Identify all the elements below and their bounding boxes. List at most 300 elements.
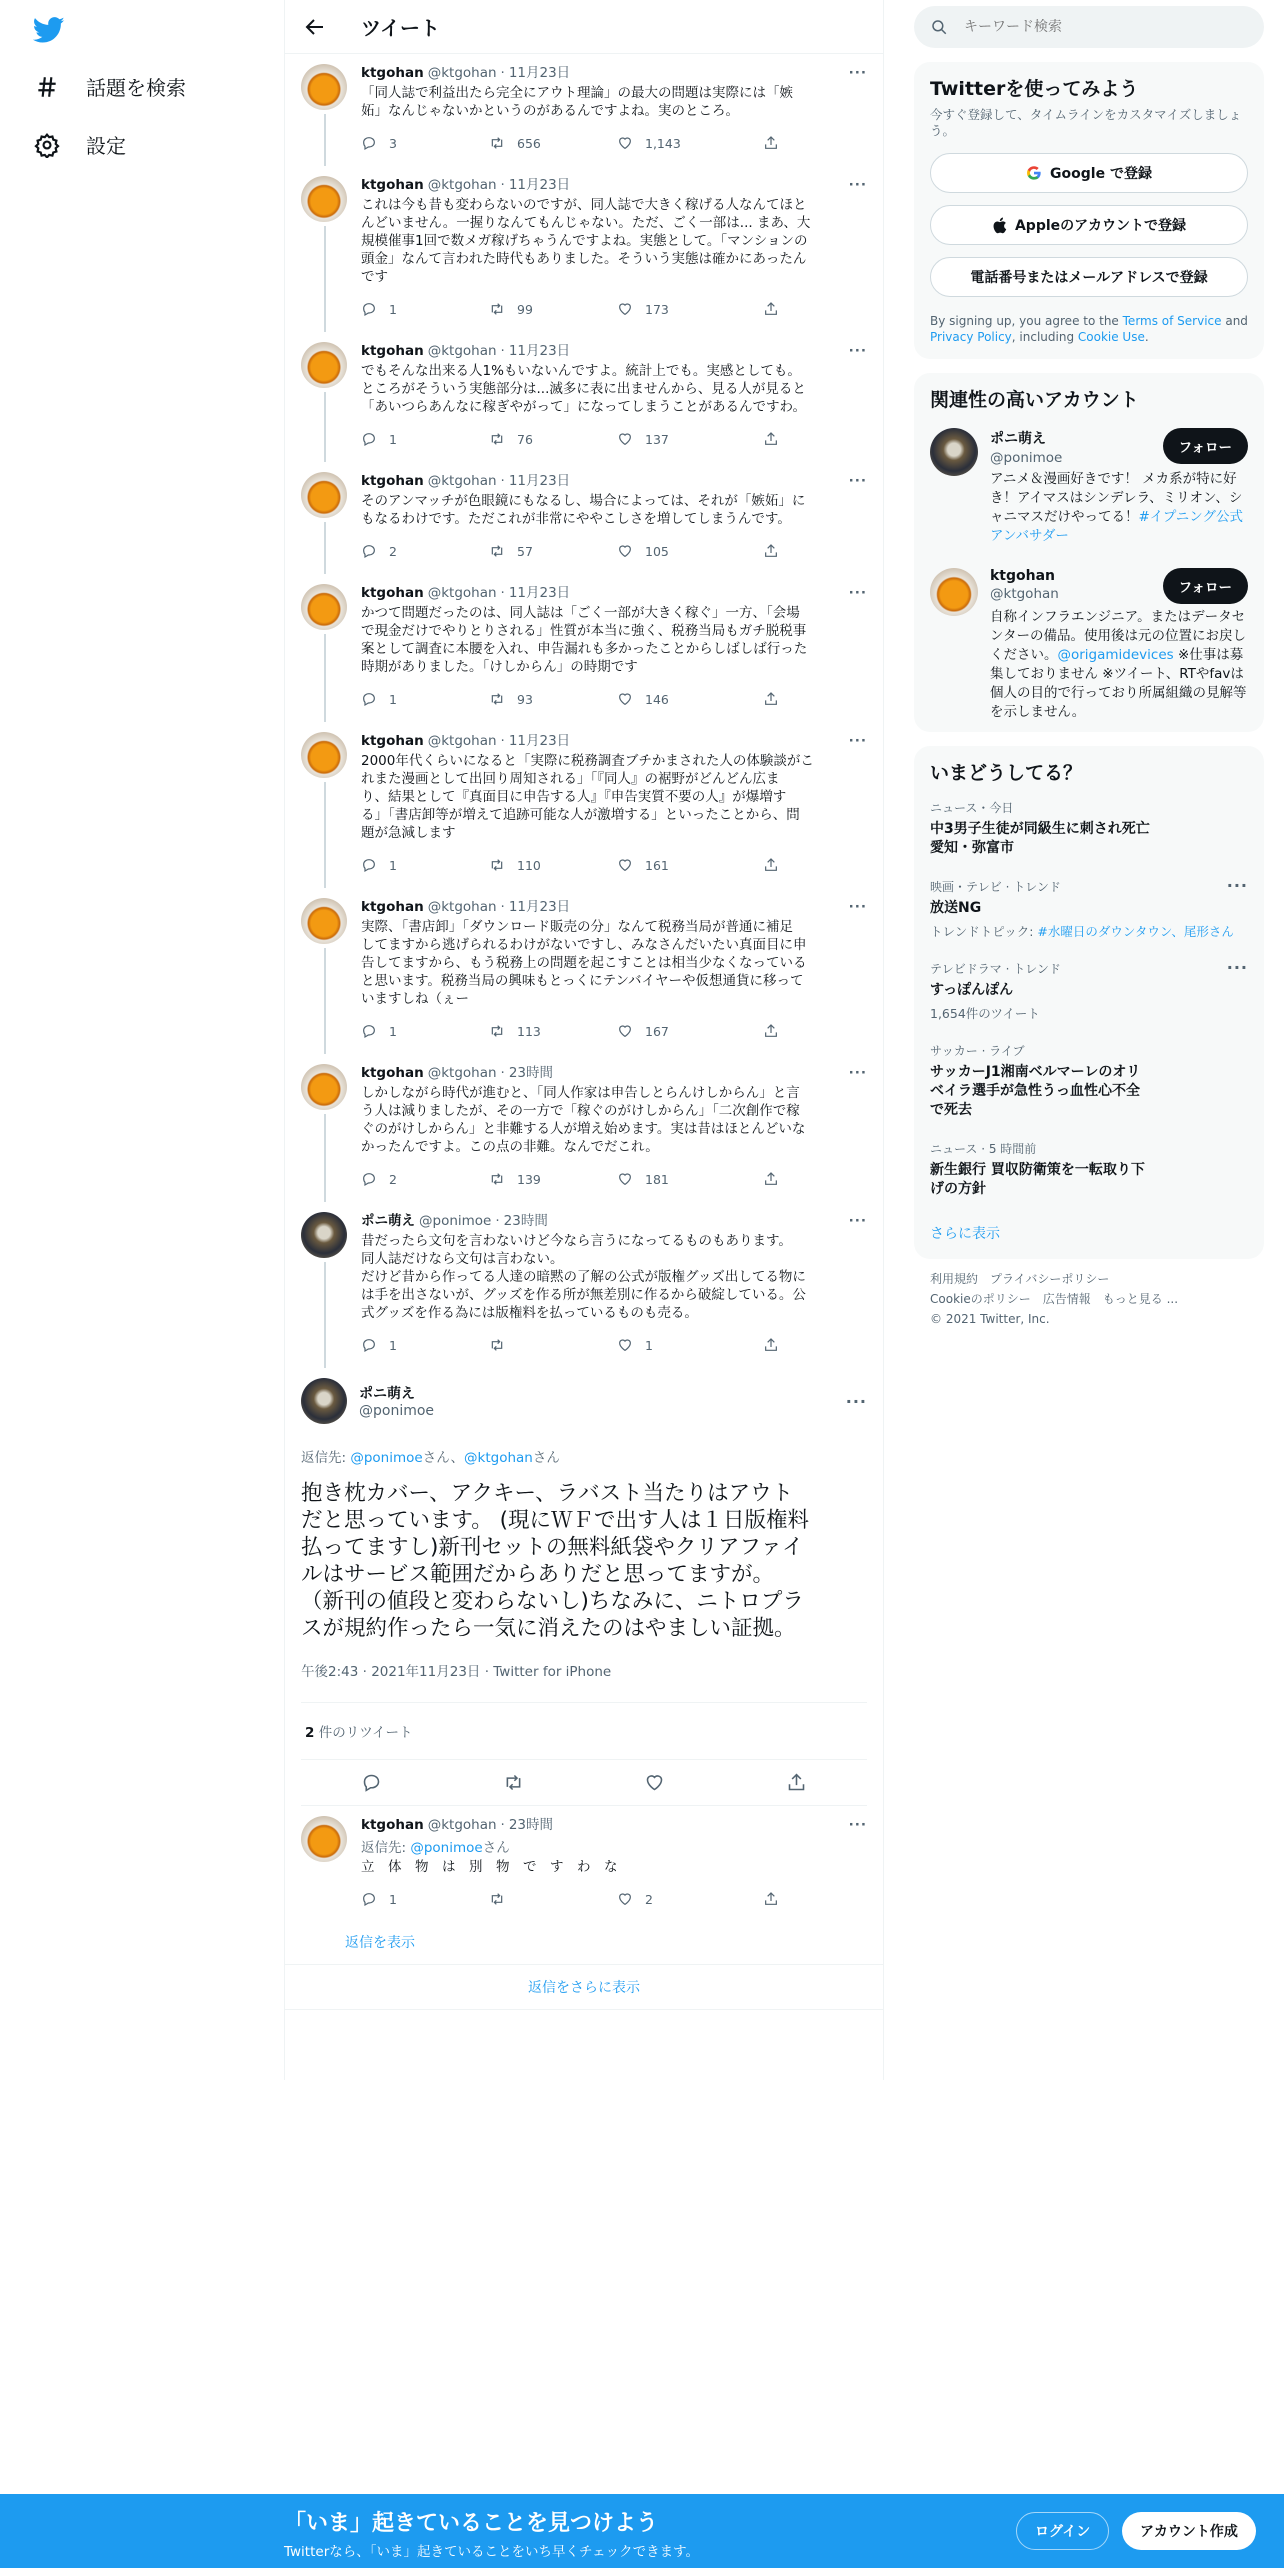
footer bbox=[914, 1259, 1264, 1339]
tweet-actions bbox=[361, 1022, 867, 1040]
more-options-icon[interactable]: ··· bbox=[848, 1817, 867, 1833]
account-bio bbox=[990, 608, 1248, 722]
retweet-icon bbox=[489, 135, 505, 151]
account-names bbox=[990, 568, 1059, 602]
more-options-icon[interactable]: ··· bbox=[848, 177, 867, 193]
author-name[interactable]: ktgohan bbox=[361, 473, 424, 489]
search-input[interactable] bbox=[964, 19, 1214, 35]
trend-item[interactable] bbox=[914, 1032, 1264, 1130]
bottom-bar-title: 「いま」起きていることを見つけよう bbox=[284, 2511, 659, 2536]
reply-count: 2 bbox=[389, 543, 397, 559]
tweet-actions bbox=[361, 430, 867, 448]
like-count: 173 bbox=[645, 301, 669, 317]
like-icon bbox=[617, 1171, 633, 1187]
google-signup-button[interactable] bbox=[930, 153, 1248, 193]
retweet-button[interactable] bbox=[489, 857, 617, 873]
retweet-button[interactable] bbox=[489, 135, 617, 151]
author-handle[interactable]: @ktgohan bbox=[427, 1065, 497, 1081]
retweet-count: 139 bbox=[517, 1171, 541, 1187]
tweet-meta bbox=[361, 472, 867, 490]
like-icon bbox=[617, 431, 633, 447]
avatar-column bbox=[301, 1064, 349, 1202]
terms-text bbox=[914, 297, 1264, 359]
avatar-column bbox=[301, 732, 349, 888]
author-handle[interactable]: @ktgohan bbox=[427, 65, 497, 81]
share-icon bbox=[763, 431, 779, 447]
more-options-icon[interactable]: ··· bbox=[848, 585, 867, 601]
nav-explore[interactable] bbox=[34, 72, 186, 101]
avatar[interactable] bbox=[301, 472, 347, 518]
more-options-icon[interactable]: ··· bbox=[848, 473, 867, 489]
reply-san: さん bbox=[532, 1450, 560, 1466]
retweet-icon[interactable] bbox=[503, 1772, 524, 1793]
thread-tweet[interactable] bbox=[285, 722, 883, 888]
terms-end: . bbox=[1144, 330, 1149, 344]
reply-icon bbox=[361, 1891, 377, 1907]
thread-tweet[interactable] bbox=[285, 462, 883, 574]
reply-user-link[interactable]: @ponimoe bbox=[410, 1840, 483, 1856]
twitter-logo-icon[interactable] bbox=[33, 14, 65, 46]
tweet-body bbox=[361, 64, 867, 166]
tweet-meta bbox=[361, 64, 867, 82]
avatar-column bbox=[301, 64, 349, 166]
share-icon[interactable] bbox=[786, 1772, 807, 1793]
author-handle[interactable]: @ktgohan bbox=[427, 585, 497, 601]
share-icon bbox=[763, 1891, 779, 1907]
retweet-count: 110 bbox=[517, 857, 541, 873]
bio-text: アニメ＆漫画好きです！ メカ系が特に好き！アイマスはシンデレラ、ミリオン、シャニマスだけやってる！ bbox=[990, 471, 1243, 525]
author-handle[interactable]: @ktgohan bbox=[427, 343, 497, 359]
more-options-icon[interactable]: ··· bbox=[1226, 958, 1248, 977]
share-button[interactable] bbox=[763, 691, 779, 707]
account-name[interactable]: ポニ萌え bbox=[990, 431, 1046, 447]
avatar[interactable] bbox=[301, 584, 347, 630]
thread-tweet[interactable] bbox=[285, 574, 883, 722]
focus-tweet bbox=[285, 1368, 883, 1806]
tweet-meta bbox=[361, 898, 867, 916]
author-handle[interactable]: @ktgohan bbox=[427, 177, 497, 193]
thread-tweet[interactable] bbox=[285, 1054, 883, 1202]
like-button[interactable] bbox=[617, 301, 763, 317]
tweet-body bbox=[361, 472, 867, 574]
retweet-button[interactable] bbox=[489, 431, 617, 447]
signup-title: Twitterを使ってみよう bbox=[930, 78, 1139, 100]
dot-separator: · bbox=[500, 473, 505, 489]
back-arrow-icon[interactable] bbox=[303, 15, 327, 39]
share-button[interactable] bbox=[763, 1891, 779, 1907]
terms-including: , including bbox=[1011, 330, 1078, 344]
tweet-time[interactable]: 11月23日 bbox=[508, 899, 571, 915]
reply-count: 1 bbox=[389, 857, 397, 873]
footer-terms-link[interactable]: 利用規約 bbox=[930, 1272, 979, 1286]
author-name[interactable]: ktgohan bbox=[361, 343, 424, 359]
apple-signup-button[interactable] bbox=[930, 205, 1248, 245]
gear-icon bbox=[34, 132, 60, 158]
tweet-text: でもそんな出来る人1%もいないんですよ。統計上でも。実感としても。 ところがそういう実態部分は...滅多に表に出ませんから、見る人が見ると 「あいつらあんなに稼ぎやがって」になってしまうことがあるんですわ。 bbox=[361, 363, 806, 415]
focus-author-name[interactable]: ポニ萌え bbox=[359, 1386, 415, 1402]
author-name[interactable]: ktgohan bbox=[361, 585, 424, 601]
share-button[interactable] bbox=[763, 1337, 779, 1353]
reply-button[interactable] bbox=[361, 1023, 489, 1039]
trend-context: テレビドラマ · トレンド bbox=[930, 962, 1061, 976]
retweet-icon bbox=[489, 431, 505, 447]
share-button[interactable] bbox=[763, 431, 779, 447]
share-button[interactable] bbox=[763, 1171, 779, 1187]
avatar[interactable] bbox=[301, 64, 347, 110]
tweet-meta bbox=[361, 1212, 867, 1230]
focus-timestamp[interactable]: 午後2:43 · 2021年11月23日 · Twitter for iPhone bbox=[301, 1660, 867, 1703]
reply-button[interactable] bbox=[361, 691, 489, 707]
more-replies-link[interactable]: 返信をさらに表示 bbox=[285, 1965, 883, 2010]
show-replies-link[interactable]: 返信を表示 bbox=[285, 1922, 883, 1965]
share-icon bbox=[763, 543, 779, 559]
tweet-time[interactable]: 23時間 bbox=[503, 1213, 548, 1229]
like-button[interactable] bbox=[617, 431, 763, 447]
like-count: 2 bbox=[645, 1891, 653, 1907]
account-header bbox=[990, 568, 1248, 604]
trend-extra bbox=[930, 1004, 1248, 1022]
account-info bbox=[990, 568, 1248, 722]
like-count: 181 bbox=[645, 1171, 669, 1187]
reply-count: 2 bbox=[389, 1171, 397, 1187]
footer-ads-link[interactable]: 広告情報 bbox=[1042, 1292, 1091, 1306]
bottom-bar-subtitle: Twitterなら、「いま」起きていることをいち早くチェックできます。 bbox=[284, 2544, 700, 2560]
signup-card bbox=[914, 62, 1264, 359]
share-button[interactable] bbox=[763, 301, 779, 317]
tweet-time[interactable]: 11月23日 bbox=[508, 177, 571, 193]
trend-item[interactable] bbox=[914, 789, 1264, 868]
terms-link[interactable]: Terms of Service bbox=[1122, 314, 1222, 328]
tweet-body bbox=[361, 732, 867, 888]
reply-san: さん bbox=[482, 1840, 510, 1856]
like-button[interactable] bbox=[617, 1171, 763, 1187]
retweet-button[interactable] bbox=[489, 1337, 617, 1353]
trend-item[interactable] bbox=[914, 950, 1264, 1032]
tweet-body bbox=[361, 1212, 867, 1368]
avatar[interactable] bbox=[301, 342, 347, 388]
bio-link[interactable]: @origamidevices bbox=[1057, 647, 1174, 663]
phone-signup-button[interactable] bbox=[930, 257, 1248, 297]
reply-button[interactable] bbox=[361, 1171, 489, 1187]
retweet-count[interactable] bbox=[301, 1703, 867, 1760]
reply-count: 1 bbox=[389, 431, 397, 447]
account-bio bbox=[990, 470, 1248, 546]
retweet-button[interactable] bbox=[489, 691, 617, 707]
bio-link[interactable]: #イプニング公式アンバサダー bbox=[990, 509, 1243, 544]
share-icon bbox=[763, 1023, 779, 1039]
dot-separator: · bbox=[500, 733, 505, 749]
nav-explore-label: 話題を検索 bbox=[86, 76, 186, 100]
header bbox=[285, 0, 883, 54]
trend-list bbox=[914, 789, 1264, 1209]
like-icon bbox=[617, 301, 633, 317]
more-options-icon[interactable]: ··· bbox=[845, 1391, 867, 1411]
tweet-text: そのアンマッチが色眼鏡にもなるし、場合によっては、それが「嫉妬」に もなるわけです。ただこれが非常にややこしさを増してしまうんです。 bbox=[361, 493, 806, 527]
reply-tweet[interactable] bbox=[285, 1806, 883, 1922]
trend-title: 放送NG bbox=[930, 900, 982, 916]
thread-tweet[interactable] bbox=[285, 166, 883, 332]
share-icon bbox=[763, 301, 779, 317]
reply-button[interactable] bbox=[361, 1891, 489, 1907]
like-count: 1,143 bbox=[645, 135, 681, 151]
reply-icon bbox=[361, 691, 377, 707]
tweet-text: 実際、「書店卸」「ダウンロード販売の分」なんて税務当局が普通に補足 してますから逃げられるわけがないですし、みなさんだいたい真面目に申 告してますから、もう税務上の問題を起こすことは相当少なくなっている と思います。税務当局の興味もとっくにテンバイヤーや仮想通貨に移って いますしね（ぇー bbox=[361, 919, 807, 1007]
retweet-count: 57 bbox=[517, 543, 533, 559]
like-count: 146 bbox=[645, 691, 669, 707]
thread-connector-line bbox=[324, 392, 326, 462]
tweet-actions bbox=[361, 1336, 867, 1354]
focus-author-handle[interactable]: @ponimoe bbox=[359, 1403, 435, 1419]
tweet-text: 2000年代くらいになると「実際に税務調査ブチかまされた人の体験談がこ れまた漫画として出回り周知される」「『同人』の裾野がどんどん広ま り、結果として『真面目に申告する人』『申告実質不要の人』が爆増す る」「書店卸等が増えて追跡可能な人が激増する」といったことから、問 題が急減します bbox=[361, 753, 814, 841]
avatar[interactable] bbox=[301, 898, 347, 944]
tweet-time[interactable]: 11月23日 bbox=[508, 65, 571, 81]
author-handle[interactable]: @ktgohan bbox=[427, 899, 497, 915]
retweet-button[interactable] bbox=[489, 1171, 617, 1187]
retweet-button[interactable] bbox=[489, 301, 617, 317]
like-button[interactable] bbox=[617, 1337, 763, 1353]
footer-more-link[interactable]: もっと見る ... bbox=[1102, 1292, 1179, 1306]
privacy-link[interactable]: Privacy Policy bbox=[930, 330, 1012, 344]
more-options-icon[interactable]: ··· bbox=[1226, 876, 1248, 895]
author-name[interactable]: ポニ萌え bbox=[361, 1213, 415, 1229]
reply-button[interactable] bbox=[361, 431, 489, 447]
tweet-body bbox=[361, 176, 867, 332]
avatar[interactable] bbox=[301, 1212, 347, 1258]
tweet-meta bbox=[361, 342, 867, 360]
retweet-icon bbox=[489, 301, 505, 317]
share-button[interactable] bbox=[763, 1023, 779, 1039]
like-count: 1 bbox=[645, 1337, 653, 1353]
reply-button[interactable] bbox=[361, 543, 489, 559]
trend-title: サッカーJ1湘南ベルマーレのオリ ベイラ選手が急性うっ血性心不全 で死去 bbox=[930, 1064, 1141, 1118]
tweet-time[interactable]: 23時間 bbox=[508, 1065, 554, 1081]
reply-button[interactable] bbox=[361, 135, 489, 151]
follow-button[interactable]: フォロー bbox=[1163, 428, 1248, 464]
reply-button[interactable] bbox=[361, 857, 489, 873]
avatar[interactable] bbox=[301, 1378, 347, 1424]
retweet-icon bbox=[489, 1337, 505, 1353]
trend-topic-link[interactable]: #水曜日のダウンタウン、尾形さん bbox=[1037, 924, 1234, 939]
retweet-icon bbox=[489, 543, 505, 559]
reply-icon bbox=[361, 543, 377, 559]
bio-text: 自称インフラエンジニア。またはデータセンターの備品。使用後は元の位置にお戻しください。 bbox=[990, 609, 1246, 663]
reply-button[interactable] bbox=[361, 1337, 489, 1353]
tweet-text: 「同人誌で利益出たら完全にアウト理論」の最大の問題は実際には「嫉 妬」なんじゃないかというのがあるんですよね。実のところ。 bbox=[361, 85, 793, 119]
trend-extra bbox=[930, 922, 1248, 940]
like-icon bbox=[617, 857, 633, 873]
page-title: ツイート bbox=[361, 16, 440, 40]
terms-and: and bbox=[1221, 314, 1248, 328]
dot-separator: · bbox=[500, 1817, 505, 1833]
share-icon bbox=[763, 1171, 779, 1187]
avatar[interactable] bbox=[301, 1816, 347, 1862]
more-options-icon[interactable]: ··· bbox=[848, 1065, 867, 1081]
tweet-actions bbox=[361, 542, 867, 560]
related-title: 関連性の高いアカウント bbox=[930, 389, 1139, 411]
avatar-column bbox=[301, 1212, 349, 1368]
more-options-icon[interactable]: ··· bbox=[848, 65, 867, 81]
avatar[interactable] bbox=[301, 176, 347, 222]
tweet-time[interactable]: 23時間 bbox=[508, 1817, 554, 1833]
reply-count: 1 bbox=[389, 301, 397, 317]
reply-icon bbox=[361, 1337, 377, 1353]
thread-tweet[interactable] bbox=[285, 888, 883, 1054]
like-button[interactable] bbox=[617, 543, 763, 559]
retweet-button[interactable] bbox=[489, 543, 617, 559]
reply-count: 1 bbox=[389, 1023, 397, 1039]
avatar-column bbox=[301, 898, 349, 1054]
avatar[interactable] bbox=[301, 1064, 347, 1110]
account-names bbox=[990, 428, 1062, 466]
avatar-column bbox=[301, 342, 349, 462]
reply-user-link[interactable]: @ktgohan bbox=[464, 1450, 533, 1466]
nav-settings[interactable] bbox=[34, 130, 126, 159]
retweet-button[interactable] bbox=[489, 1891, 617, 1907]
thread-tweet[interactable] bbox=[285, 332, 883, 462]
avatar[interactable] bbox=[930, 568, 978, 616]
apple-icon bbox=[992, 217, 1007, 234]
author-name[interactable]: ktgohan bbox=[361, 1065, 424, 1081]
tweet-time[interactable]: 11月23日 bbox=[508, 733, 571, 749]
avatar[interactable] bbox=[930, 428, 978, 476]
trend-item[interactable] bbox=[914, 1130, 1264, 1209]
tweet-time[interactable]: 11月23日 bbox=[508, 473, 571, 489]
share-button[interactable] bbox=[763, 857, 779, 873]
like-icon bbox=[617, 691, 633, 707]
like-button[interactable] bbox=[617, 857, 763, 873]
trend-title: 中3男子生徒が同級生に刺され死亡 愛知・弥富市 bbox=[930, 821, 1150, 856]
share-button[interactable] bbox=[763, 543, 779, 559]
author-name[interactable]: ktgohan bbox=[361, 1817, 424, 1833]
like-icon bbox=[617, 1337, 633, 1353]
trend-title: 新生銀行 買収防衛策を一転取り下 げの方針 bbox=[930, 1162, 1145, 1197]
tweet-body bbox=[361, 1064, 867, 1202]
author-handle[interactable]: @ponimoe bbox=[419, 1213, 492, 1229]
author-name[interactable]: ktgohan bbox=[361, 177, 424, 193]
reply-icon[interactable] bbox=[361, 1772, 382, 1793]
trend-extra-text: トレンドトピック: bbox=[930, 924, 1038, 939]
reply-count: 1 bbox=[389, 691, 397, 707]
dot-separator: · bbox=[500, 585, 505, 601]
trend-context: ニュース · 5 時間前 bbox=[930, 1142, 1037, 1156]
thread-tweet[interactable] bbox=[285, 54, 883, 166]
share-icon bbox=[763, 1337, 779, 1353]
account-header bbox=[990, 428, 1248, 466]
tweet-time[interactable]: 11月23日 bbox=[508, 343, 571, 359]
retweet-count: 113 bbox=[517, 1023, 541, 1039]
signup-button[interactable]: アカウント作成 bbox=[1122, 2512, 1256, 2550]
retweet-count-value: 2 bbox=[305, 1725, 315, 1741]
trends-title: いまどうしてる？ bbox=[930, 762, 1083, 784]
related-list bbox=[914, 416, 1264, 732]
author-handle[interactable]: @ktgohan bbox=[427, 733, 497, 749]
avatar[interactable] bbox=[301, 732, 347, 778]
reply-count: 1 bbox=[389, 1891, 397, 1907]
thread-connector-line bbox=[324, 522, 326, 574]
thread-connector-line bbox=[324, 1114, 326, 1202]
account-info bbox=[990, 428, 1248, 546]
footer-privacy-link[interactable]: プライバシーポリシー bbox=[990, 1272, 1110, 1286]
trend-context: 映画・テレビ · トレンド bbox=[930, 880, 1061, 894]
reply-icon bbox=[361, 857, 377, 873]
related-accounts-card bbox=[914, 373, 1264, 732]
like-button[interactable] bbox=[617, 691, 763, 707]
retweet-button[interactable] bbox=[489, 1023, 617, 1039]
account-handle[interactable]: @ktgohan bbox=[990, 586, 1059, 602]
login-button[interactable]: ログイン bbox=[1016, 2512, 1109, 2550]
tweet-meta bbox=[361, 584, 867, 602]
related-account[interactable] bbox=[914, 416, 1264, 556]
right-column bbox=[914, 0, 1264, 1339]
footer-cookie-link[interactable]: Cookieのポリシー bbox=[930, 1292, 1031, 1306]
reply-user-link[interactable]: @ponimoe bbox=[350, 1450, 423, 1466]
share-icon bbox=[763, 691, 779, 707]
author-name[interactable]: ktgohan bbox=[361, 899, 424, 915]
bottom-signup-bar bbox=[0, 2494, 1284, 2568]
like-button[interactable] bbox=[617, 135, 763, 151]
reply-prefix: 返信先: bbox=[301, 1450, 351, 1466]
like-icon bbox=[617, 135, 633, 151]
cookie-link[interactable]: Cookie Use bbox=[1077, 330, 1145, 344]
like-icon[interactable] bbox=[644, 1772, 665, 1793]
share-button[interactable] bbox=[763, 135, 779, 151]
focus-tweet-text: 抱き枕カバー、アクキー、ラバスト当たりはアウト だと思っています。 (現にＷＦで出す人は１日版権料 払ってますし)新刊セットの無料紙袋やクリアファイ ルはサービス範囲だからありだと思ってますが。 （新刊の値段と変わらないし)ちなみに、ニトロプラ スが規約作ったら一気に消えたのはやましい証拠。 bbox=[301, 1481, 810, 1641]
account-handle[interactable]: @ponimoe bbox=[990, 450, 1063, 466]
retweet-count: 99 bbox=[517, 301, 533, 317]
dot-separator: · bbox=[495, 1213, 500, 1229]
thread-tweet[interactable] bbox=[285, 1202, 883, 1368]
nav-settings-label: 設定 bbox=[86, 134, 126, 158]
more-options-icon[interactable]: ··· bbox=[848, 733, 867, 749]
tweet-time[interactable]: 11月23日 bbox=[508, 585, 571, 601]
reply-icon bbox=[361, 135, 377, 151]
show-more-trends-link[interactable]: さらに表示 bbox=[930, 1226, 1000, 1242]
tweet-text: 立 体 物 は 別 物 で す わ な bbox=[361, 1859, 618, 1875]
thread-connector-line bbox=[324, 226, 326, 332]
thread-connector-line bbox=[324, 1262, 326, 1368]
trend-item[interactable] bbox=[914, 868, 1264, 950]
follow-button[interactable]: フォロー bbox=[1163, 568, 1248, 604]
search-box[interactable] bbox=[914, 6, 1264, 48]
reply-to-line bbox=[301, 1446, 867, 1466]
retweet-count: 93 bbox=[517, 691, 533, 707]
more-options-icon[interactable]: ··· bbox=[848, 343, 867, 359]
author-name[interactable]: ktgohan bbox=[361, 733, 424, 749]
more-options-icon[interactable]: ··· bbox=[848, 899, 867, 915]
like-count: 167 bbox=[645, 1023, 669, 1039]
avatar-column bbox=[301, 176, 349, 332]
retweet-count: 656 bbox=[517, 135, 541, 151]
tweet-body bbox=[361, 342, 867, 462]
author-handle[interactable]: @ktgohan bbox=[427, 1817, 497, 1833]
account-name[interactable]: ktgohan bbox=[990, 568, 1056, 584]
author-handle[interactable]: @ktgohan bbox=[427, 473, 497, 489]
avatar-column bbox=[301, 1816, 349, 1922]
retweet-icon bbox=[489, 1891, 505, 1907]
retweet-icon bbox=[489, 857, 505, 873]
dot-separator: · bbox=[500, 1065, 505, 1081]
like-button[interactable] bbox=[617, 1023, 763, 1039]
author-name[interactable]: ktgohan bbox=[361, 65, 424, 81]
related-account[interactable] bbox=[914, 556, 1264, 732]
thread bbox=[285, 54, 883, 1368]
like-button[interactable] bbox=[617, 1891, 763, 1907]
like-count: 161 bbox=[645, 857, 669, 873]
hashtag-icon bbox=[34, 74, 60, 100]
search-icon bbox=[930, 18, 948, 36]
more-options-icon[interactable]: ··· bbox=[848, 1213, 867, 1229]
reply-button[interactable] bbox=[361, 301, 489, 317]
